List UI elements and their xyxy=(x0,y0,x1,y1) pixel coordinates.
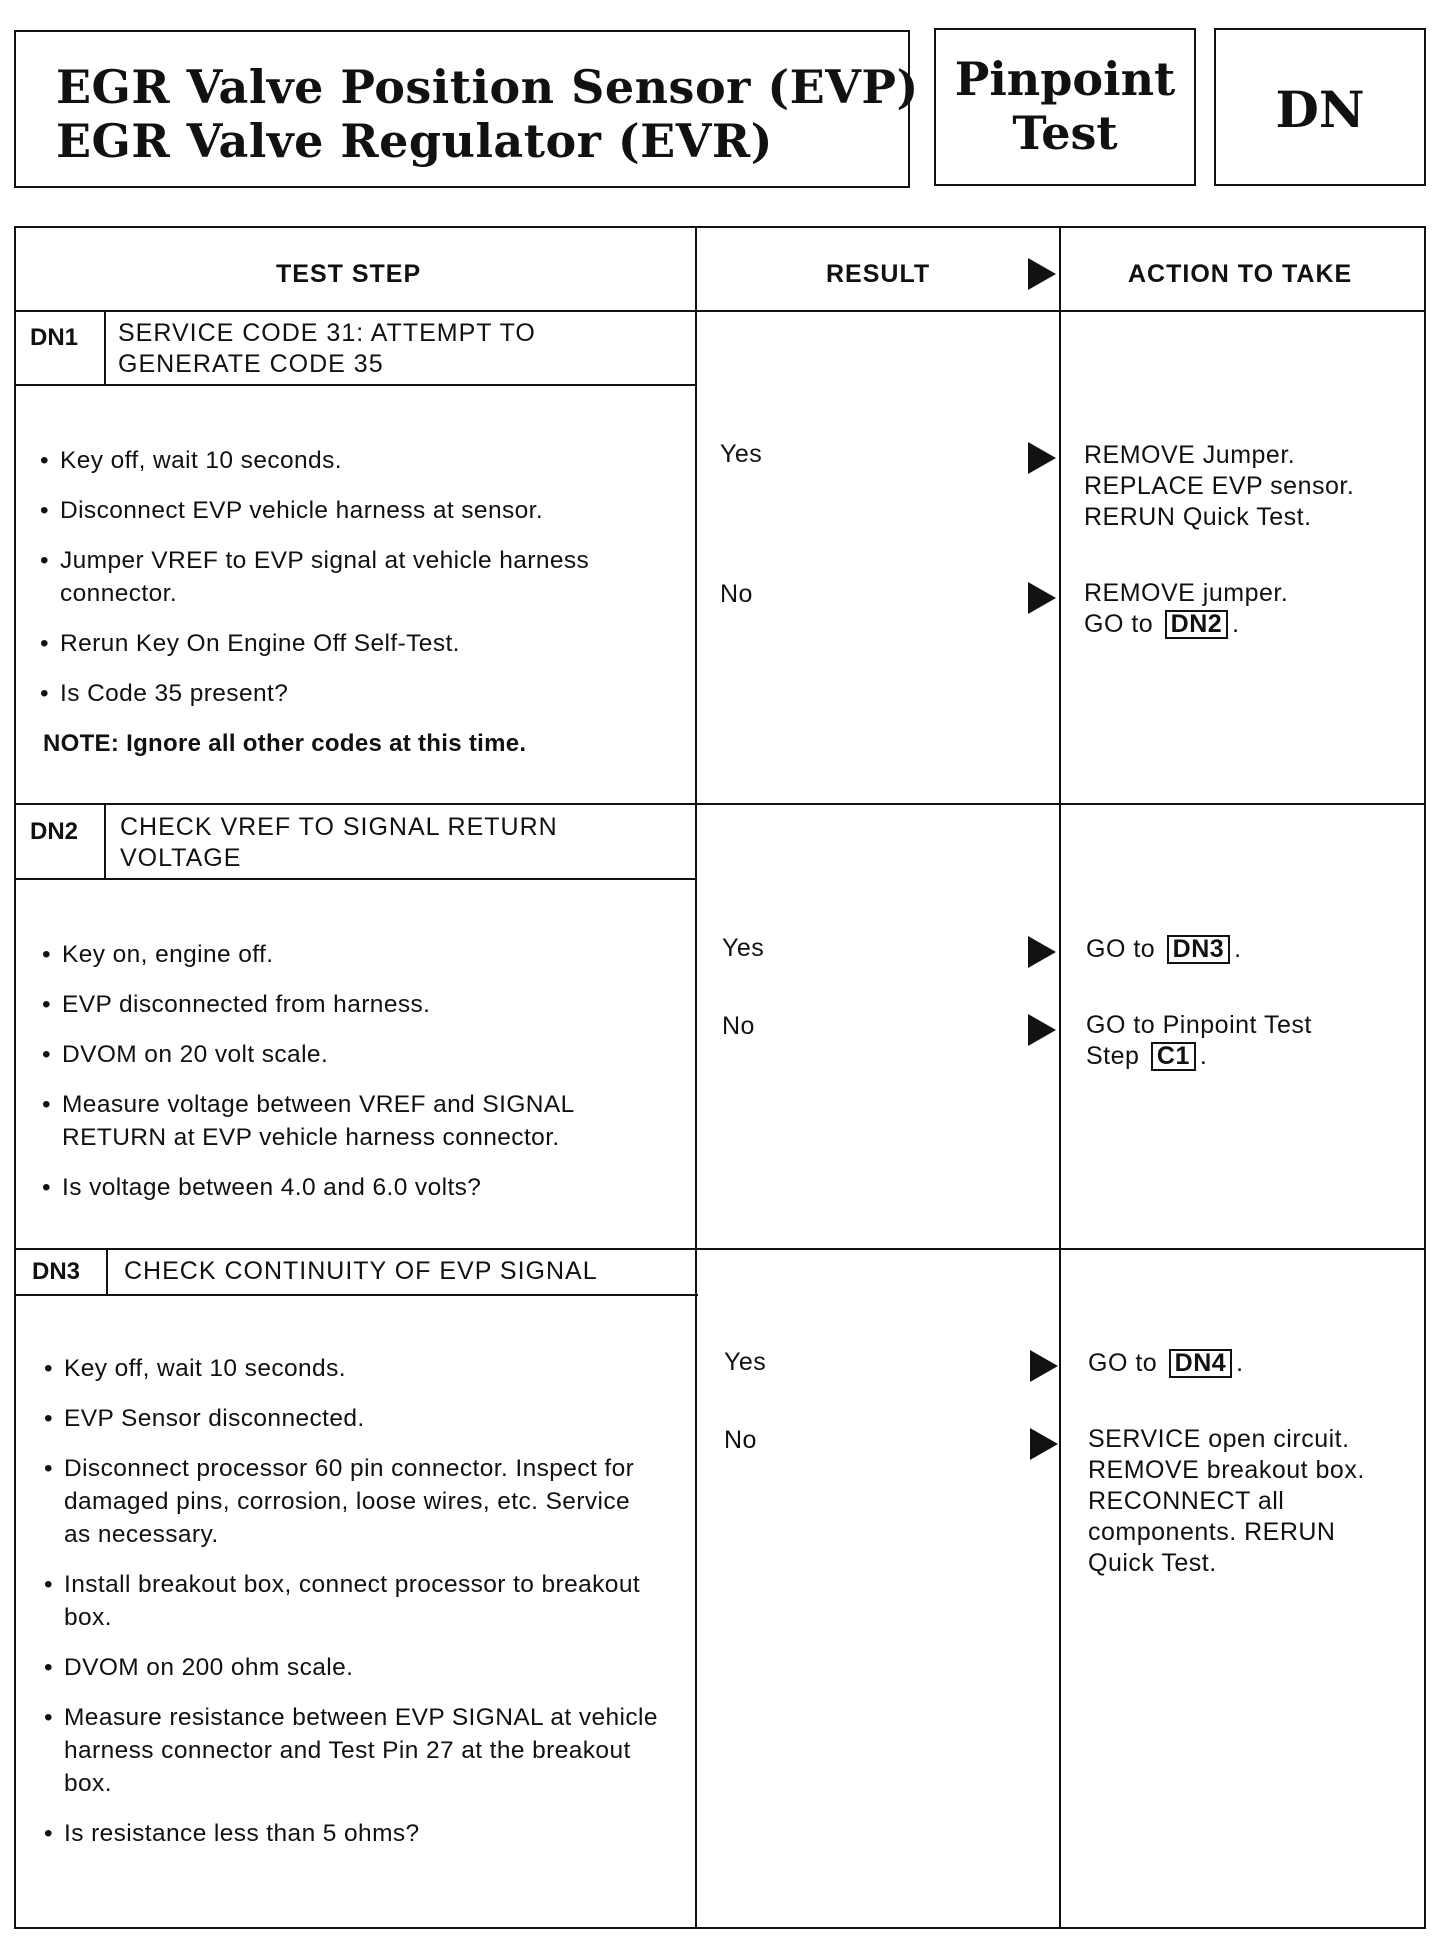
title-line-2: EGR Valve Regulator (EVR) xyxy=(56,114,773,168)
column-divider xyxy=(1059,228,1061,1927)
pinpoint-test-box xyxy=(934,28,1196,186)
result-no: No xyxy=(720,580,753,608)
step-id: DN3 xyxy=(32,1258,81,1285)
action-yes xyxy=(1088,1348,1423,1379)
action-line: components. RERUN xyxy=(1088,1518,1336,1546)
result-no: No xyxy=(722,1012,755,1040)
title-box xyxy=(14,30,919,188)
goto-line xyxy=(1086,934,1421,965)
arrow-icon xyxy=(1028,442,1056,474)
action-line: REMOVE Jumper. xyxy=(1084,441,1296,469)
step-id: DN2 xyxy=(30,818,79,845)
result-yes: Yes xyxy=(722,934,765,962)
step-divider xyxy=(16,803,1424,805)
goto-suffix: . xyxy=(1236,1349,1244,1377)
header-action: ACTION TO TAKE xyxy=(1128,260,1353,288)
column-divider xyxy=(695,228,697,1927)
pinpoint-test-table xyxy=(14,226,1426,1929)
header-arrow-icon xyxy=(1028,258,1056,290)
test-code-box xyxy=(1214,28,1426,186)
instruction: • Jumper VREF to EVP signal at vehicle harness connector. xyxy=(38,544,600,610)
step-instructions xyxy=(38,444,678,727)
header-divider xyxy=(16,310,1424,312)
action-yes xyxy=(1086,934,1421,965)
step-ref-dn2[interactable]: DN2 xyxy=(1165,610,1229,639)
header-test-step: TEST STEP xyxy=(276,260,422,288)
goto-suffix: . xyxy=(1199,1042,1208,1070)
goto-line xyxy=(1084,609,1419,640)
action-line: SERVICE open circuit. xyxy=(1088,1425,1350,1453)
step-id-divider xyxy=(104,804,106,879)
instruction: • Disconnect processor 60 pin connector. Inspect for damaged pins, corrosion, loose wires, etc. Service as necessary. xyxy=(42,1452,644,1551)
result-yes: Yes xyxy=(720,440,763,468)
action-yes xyxy=(1084,440,1419,533)
step-ref-c1[interactable]: C1 xyxy=(1151,1042,1196,1071)
goto-prefix: GO to xyxy=(1086,935,1156,963)
action-no xyxy=(1086,1010,1421,1072)
instruction: • Is voltage between 4.0 and 6.0 volts? xyxy=(40,1171,680,1204)
title-line-1: EGR Valve Position Sensor (EVP) xyxy=(56,60,919,114)
arrow-icon xyxy=(1030,1428,1058,1460)
action-line: Quick Test. xyxy=(1088,1549,1217,1577)
instruction: • Measure voltage between VREF and SIGNAL RETURN at EVP vehicle harness connector. xyxy=(40,1088,672,1154)
action-no xyxy=(1084,578,1419,640)
arrow-icon xyxy=(1028,936,1056,968)
instruction: • Key off, wait 10 seconds. xyxy=(38,444,678,477)
instruction: • Is resistance less than 5 ohms? xyxy=(42,1817,682,1850)
goto-prefix: GO to xyxy=(1088,1349,1158,1377)
instruction: • Measure resistance between EVP SIGNAL at vehicle harness connector and Test Pin 27 at the breakout box. xyxy=(42,1701,684,1800)
goto-suffix: . xyxy=(1234,935,1242,963)
step-instructions xyxy=(40,938,680,1221)
step-id-divider xyxy=(104,310,106,385)
instruction: • DVOM on 20 volt scale. xyxy=(40,1038,680,1071)
instruction: • Is Code 35 present? xyxy=(38,677,678,710)
action-line: REMOVE jumper. xyxy=(1084,579,1289,607)
goto-prefix: GO to xyxy=(1084,610,1154,638)
step-title-divider xyxy=(16,878,696,880)
step-title: CHECK VREF TO SIGNAL RETURN VOLTAGE xyxy=(120,813,558,872)
step-title: SERVICE CODE 31: ATTEMPT TO GENERATE CODE 35 xyxy=(118,319,536,378)
step-ref-dn4[interactable]: DN4 xyxy=(1169,1349,1233,1378)
instruction: • EVP Sensor disconnected. xyxy=(42,1402,682,1435)
goto-line xyxy=(1088,1348,1423,1379)
instruction: • EVP disconnected from harness. xyxy=(40,988,680,1021)
goto-prefix: Step xyxy=(1086,1042,1140,1070)
action-no xyxy=(1088,1424,1423,1579)
action-line: REMOVE breakout box. xyxy=(1088,1456,1365,1484)
arrow-icon xyxy=(1028,1014,1056,1046)
step-note: NOTE: Ignore all other codes at this time. xyxy=(43,730,527,757)
instruction: • Key off, wait 10 seconds. xyxy=(42,1352,682,1385)
action-line: REPLACE EVP sensor. xyxy=(1084,472,1355,500)
arrow-icon xyxy=(1030,1350,1058,1382)
result-no: No xyxy=(724,1426,757,1454)
arrow-icon xyxy=(1028,582,1056,614)
action-line: RECONNECT all xyxy=(1088,1487,1285,1515)
pinpoint-label: Pinpoint xyxy=(954,52,1176,106)
action-line: GO to Pinpoint Test xyxy=(1086,1011,1312,1039)
action-line: RERUN Quick Test. xyxy=(1084,503,1312,531)
goto-line xyxy=(1086,1041,1421,1072)
goto-suffix: . xyxy=(1232,610,1240,638)
instruction: • Install breakout box, connect processor to breakout box. xyxy=(42,1568,644,1634)
instruction: • Key on, engine off. xyxy=(40,938,680,971)
instruction: • Rerun Key On Engine Off Self-Test. xyxy=(38,627,678,660)
instruction: • DVOM on 200 ohm scale. xyxy=(42,1651,682,1684)
step-id-divider xyxy=(106,1249,108,1295)
step-title: CHECK CONTINUITY OF EVP SIGNAL xyxy=(124,1257,598,1285)
instruction: • Disconnect EVP vehicle harness at sensor. xyxy=(38,494,678,527)
result-yes: Yes xyxy=(724,1348,767,1376)
header-result: RESULT xyxy=(826,260,931,288)
step-title-divider xyxy=(16,384,696,386)
step-id: DN1 xyxy=(30,324,79,351)
test-code: DN xyxy=(1275,80,1365,139)
step-title-divider xyxy=(16,1294,698,1296)
step-divider xyxy=(16,1248,1424,1250)
step-ref-dn3[interactable]: DN3 xyxy=(1167,935,1231,964)
test-label: Test xyxy=(1012,106,1118,160)
step-instructions xyxy=(42,1352,682,1867)
